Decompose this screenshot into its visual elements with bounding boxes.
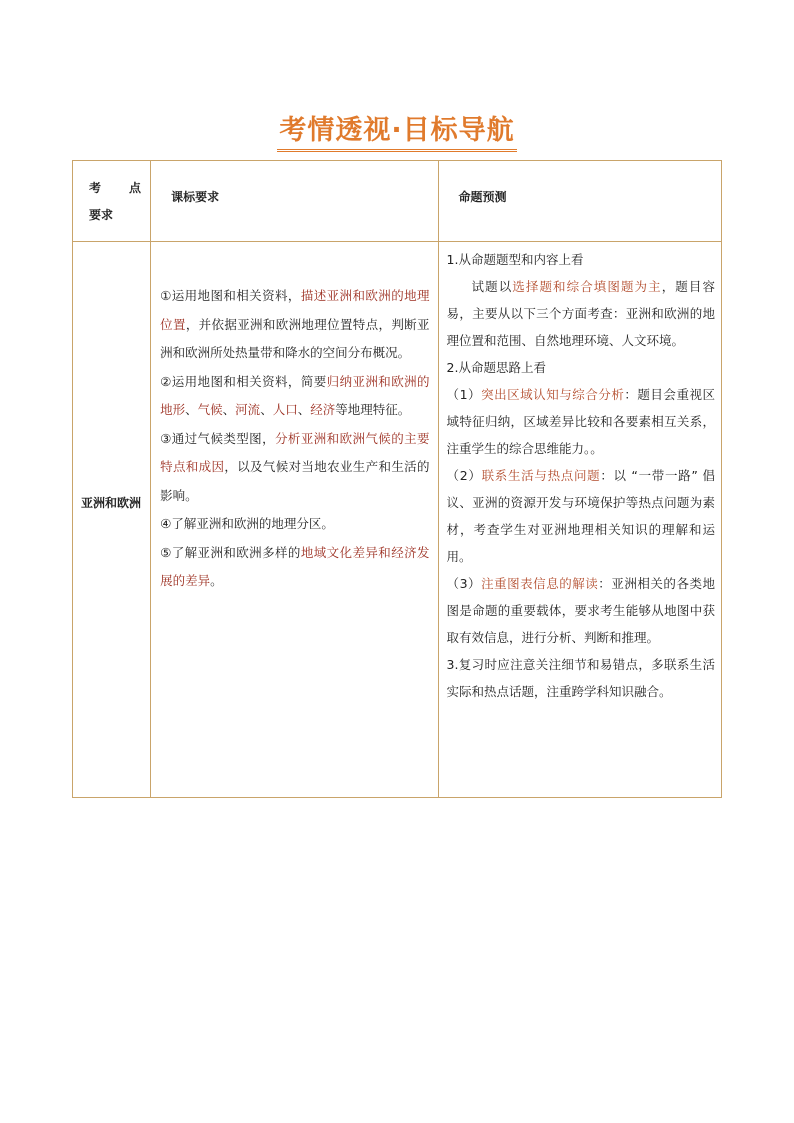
header-requirements: 课标要求 <box>171 190 220 204</box>
prediction-item-3: （3）注重图表信息的解读：亚洲相关的各类地图是命题的重要载体，要求考生能够从地图中获取有效信息，进行分析、判断和推理。 <box>446 576 715 645</box>
table-body-row <box>73 242 722 798</box>
header-topic-char1: 考 <box>89 181 102 195</box>
prediction-item-2: （2）联系生活与热点问题：以 “一带一路” 倡议、亚洲的资源开发与环境保护等热点问题为素材，考查学生对亚洲地理相关知识的理解和运用。 <box>446 468 715 564</box>
header-topic-char2: 点 <box>129 181 142 195</box>
page-title: 考情透视·目标导航 <box>277 113 516 152</box>
prediction-heading-1: 1.从命题题型和内容上看 <box>446 252 584 267</box>
prediction-paragraph-1: 试题以选择题和综合填图题为主，题目容易，主要从以下三个方面考查：亚洲和欧洲的地理位置和范围、自然地理环境、人文环境。 <box>446 279 715 348</box>
requirement-5: ⑤了解亚洲和欧洲多样的地域文化差异和经济发展的差异。 <box>160 544 430 588</box>
topic-name: 亚洲和欧洲 <box>81 496 142 510</box>
prediction-item-1: （1）突出区域认知与综合分析：题目会重视区域特征归纳，区域差异比较和各要素相互关系，注重学生的综合思维能力。。 <box>446 387 715 456</box>
header-requirements-cell <box>151 161 438 242</box>
topic-cell <box>73 242 151 798</box>
header-topic-cell <box>73 161 151 242</box>
exam-overview-table <box>72 160 722 798</box>
prediction-cell <box>438 242 721 798</box>
requirement-1: ①运用地图和相关资料，描述亚洲和欧洲的地理位置，并依据亚洲和欧洲地理位置特点，判断亚洲和欧洲所处热量带和降水的空间分布概况。 <box>160 288 430 360</box>
header-topic-line2: 要求 <box>89 208 114 222</box>
prediction-heading-2: 2.从命题思路上看 <box>446 360 546 375</box>
requirements-cell <box>151 242 438 798</box>
page-title-wrap <box>0 113 794 152</box>
header-prediction-cell <box>438 161 721 242</box>
header-prediction: 命题预测 <box>458 190 507 204</box>
requirement-3: ③通过气候类型图，分析亚洲和欧洲气候的主要特点和成因，以及气候对当地农业生产和生活的影响。 <box>160 430 430 503</box>
requirement-2: ②运用地图和相关资料，简要归纳亚洲和欧洲的地形、气候、河流、人口、经济等地理特征。 <box>160 373 430 417</box>
prediction-heading-3: 3.复习时应注意关注细节和易错点，多联系生活实际和热点话题，注重跨学科知识融合。 <box>446 657 715 699</box>
table-header-row <box>73 161 722 242</box>
requirement-4: ④了解亚洲和欧洲的地理分区。 <box>160 516 334 531</box>
